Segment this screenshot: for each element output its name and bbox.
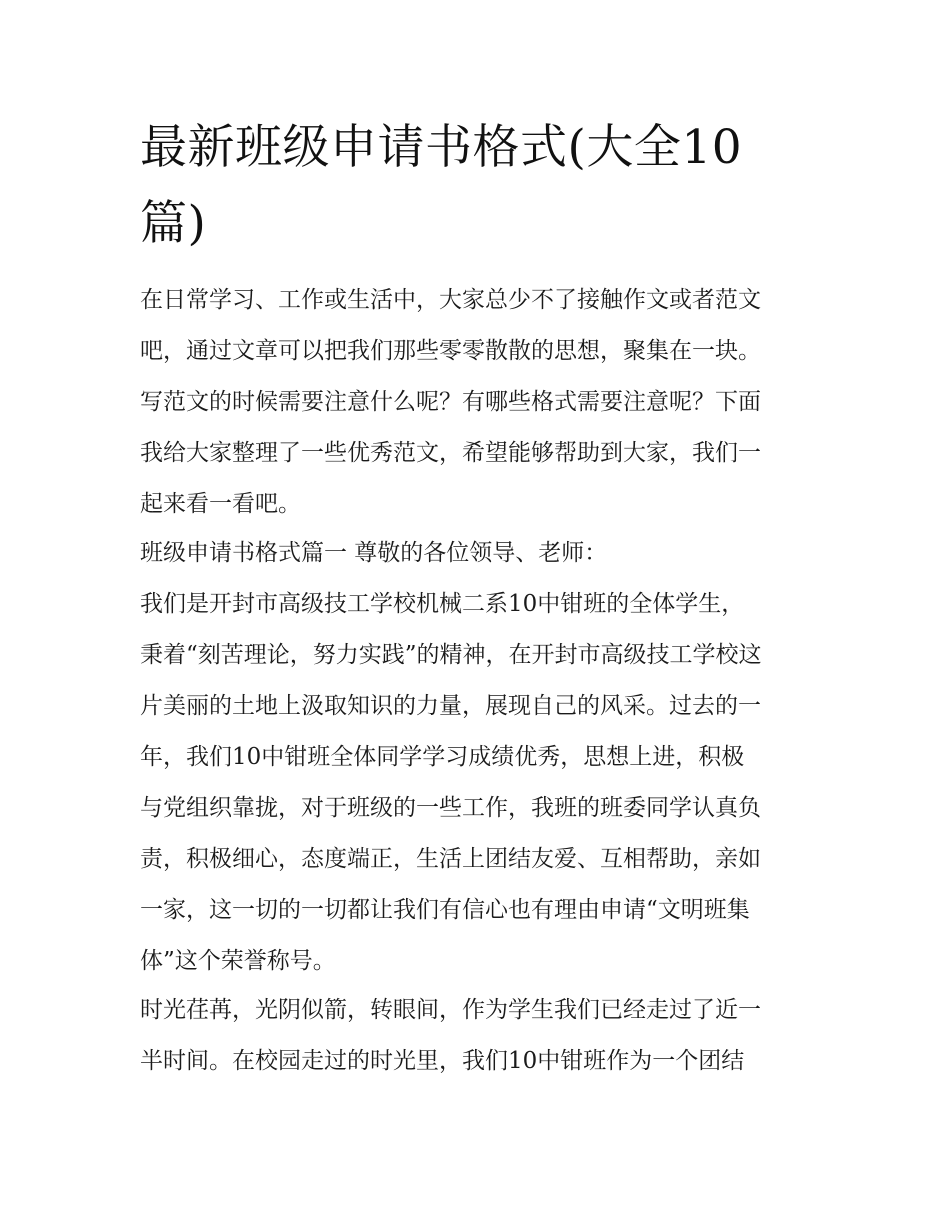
- text-line: 班级申请书格式篇一 尊敬的各位领导、老师：: [140, 540, 608, 566]
- text-line: 起来看一看吧。: [140, 491, 301, 517]
- text-line: 半时间。在校园走过的时光里，我们10中钳班作为一个团结: [140, 1048, 745, 1074]
- text-line: 与党组织靠拢，对于班级的一些工作，我班的班委同学认真负: [140, 795, 761, 821]
- text-line: 一家，这一切的一切都让我们有信心也有理由申请“文明班集: [140, 897, 750, 923]
- text-line: 片美丽的土地上汲取知识的力量，展现自己的风采。过去的一: [140, 693, 761, 719]
- text-line: 体”这个荣誉称号。: [140, 948, 336, 974]
- text-line: 年，我们10中钳班全体同学学习成绩优秀，思想上进，积极: [140, 744, 745, 770]
- paragraph-time: [140, 985, 816, 1087]
- text-line: 吧，通过文章可以把我们那些零零散散的思想，聚集在一块。: [140, 338, 761, 364]
- text-line: 我给大家整理了一些优秀范文，希望能够帮助到大家，我们一: [140, 440, 761, 466]
- section-heading: [140, 528, 816, 579]
- title-line-2: 篇): [140, 196, 207, 251]
- text-line: 秉着“刻苦理论，努力实践”的精神，在开封市高级技工学校这: [140, 642, 762, 668]
- text-line: 时光荏苒，光阴似箭，转眼间，作为学生我们已经走过了近一: [140, 997, 761, 1023]
- text-line: 责，积极细心，态度端正，生活上团结友爱、互相帮助，亲如: [140, 846, 761, 872]
- document-title: [140, 110, 820, 262]
- title-line-1: 最新班级申请书格式(大全10: [140, 120, 743, 175]
- text-line: 在日常学习、工作或生活中，大家总少不了接触作文或者范文: [140, 287, 761, 313]
- text-line: 我们是开封市高级技工学校机械二系10中钳班的全体学生，: [140, 591, 745, 617]
- text-line: 写范文的时候需要注意什么呢？有哪些格式需要注意呢？下面: [140, 389, 761, 415]
- paragraph-intro: [140, 275, 816, 530]
- paragraph-application: [140, 579, 816, 987]
